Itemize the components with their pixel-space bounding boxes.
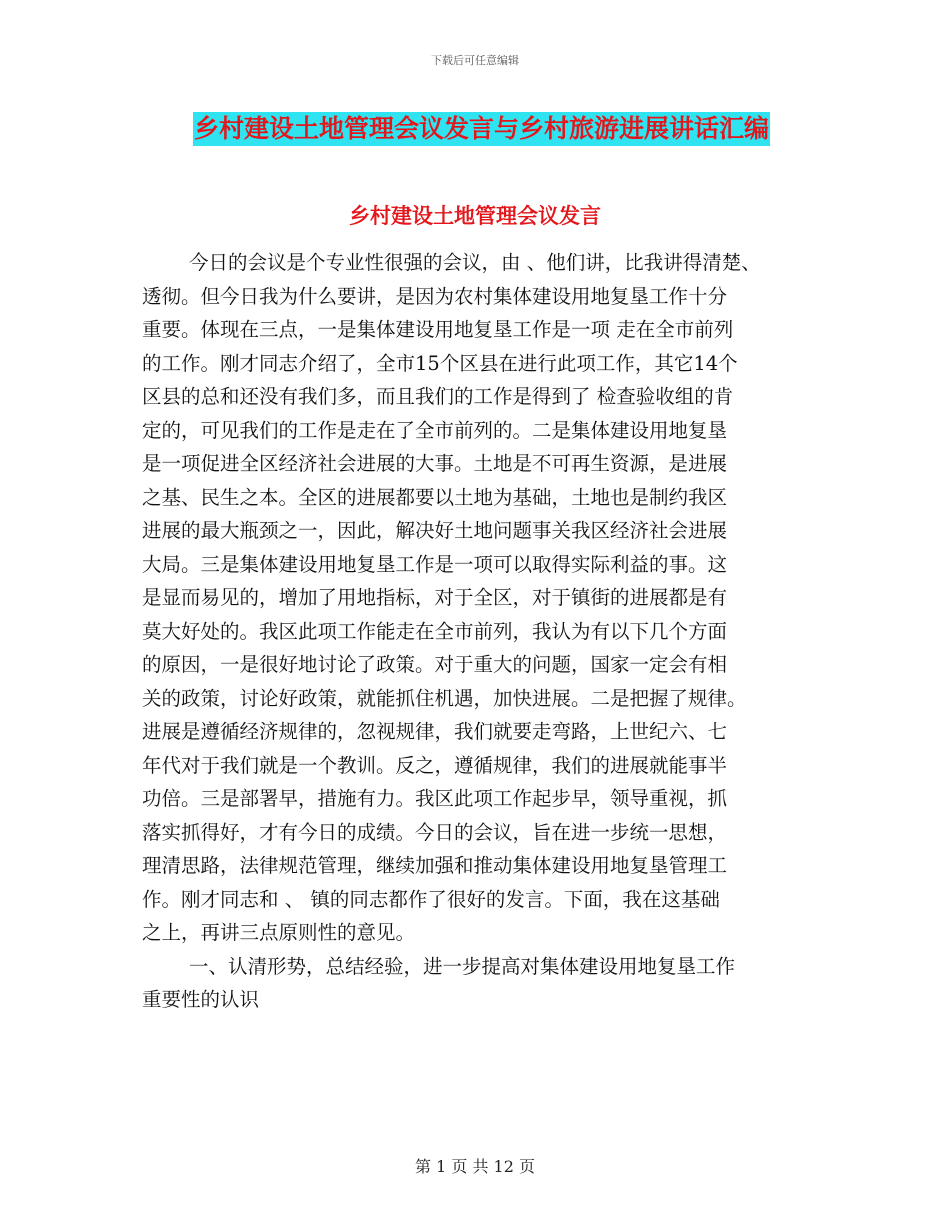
paragraph-line: 是显而易见的，增加了用地指标，对于全区，对于镇街的进展都是有 [142,586,728,609]
paragraph-line: 区县的总和还没有我们多，而且我们的工作是得到了 检查验收组的肯 [142,385,734,408]
paragraph-line: 落实抓得好，才有今日的成绩。今日的会议，旨在进一步统一思想， [142,820,728,844]
paragraph-line: 理清思路，法律规范管理，继续加强和推动集体建设用地复垦管理工 [142,854,728,877]
document-title: 乡村建设土地管理会议发言与乡村旅游进展讲话汇编 [193,112,770,146]
paragraph-line: 年代对于我们就是一个教训。反之，遵循规律，我们的进展就能事半 [142,753,728,777]
paragraph-line: 透彻。但今日我为什么要讲，是因为农村集体建设用地复垦工作十分 [142,284,728,308]
header-note: 下载后可任意编辑 [431,54,519,67]
paragraph-line: 的工作。刚才同志介绍了，全市15个区县在进行此项工作，其它14个 [142,351,738,375]
paragraph-line: 功倍。三是部署早，措施有力。我区此项工作起步早，领导重视，抓 [142,787,728,810]
paragraph-line: 的原因，一是很好地讨论了政策。对于重大的问题，国家一定会有相 [142,653,728,676]
paragraph-line: 之基、民生之本。全区的进展都要以土地为基础，土地也是制约我区 [142,485,728,509]
body-text [142,246,832,1017]
paragraph-line: 重要。体现在三点，一是集体建设用地复垦工作是一项 走在全市前列 [142,318,734,341]
paragraph-line: 之上，再讲三点原则性的意见。 [142,921,416,944]
paragraph-line: 关的政策，讨论好政策，就能抓住机遇，加快进展。二是把握了规律。 [142,686,747,710]
paragraph-line: 莫大好处的。我区此项工作能走在全市前列，我认为有以下几个方面 [142,619,728,643]
paragraph-line: 是一项促进全区经济社会进展的大事。土地是不可再生资源，是进展 [142,452,728,475]
heading-line: 一、认清形势，总结经验，进一步提高对集体建设用地复垦工作 [189,954,736,978]
section-title: 乡村建设土地管理会议发言 [349,203,601,228]
paragraph-line: 进展的最大瓶颈之一，因此，解决好土地问题事关我区经济社会进展 [142,519,728,542]
paragraph-line: 作。刚才同志和 、 镇的同志都作了很好的发言。下面，我在这基础 [142,887,720,911]
heading-line: 重要性的认识 [142,988,260,1011]
paragraph-line: 进展是遵循经济规律的，忽视规律，我们就要走弯路，上世纪六、七 [142,720,728,743]
paragraph-line: 今日的会议是个专业性很强的会议，由 、他们讲，比我讲得清楚、 [189,251,761,274]
page-number: 第 1 页 共 12 页 [415,1157,535,1176]
paragraph-line: 大局。三是集体建设用地复垦工作是一项可以取得实际利益的事。这 [142,552,728,576]
paragraph-line: 定的，可见我们的工作是走在了全市前列的。二是集体建设用地复垦 [142,418,728,442]
